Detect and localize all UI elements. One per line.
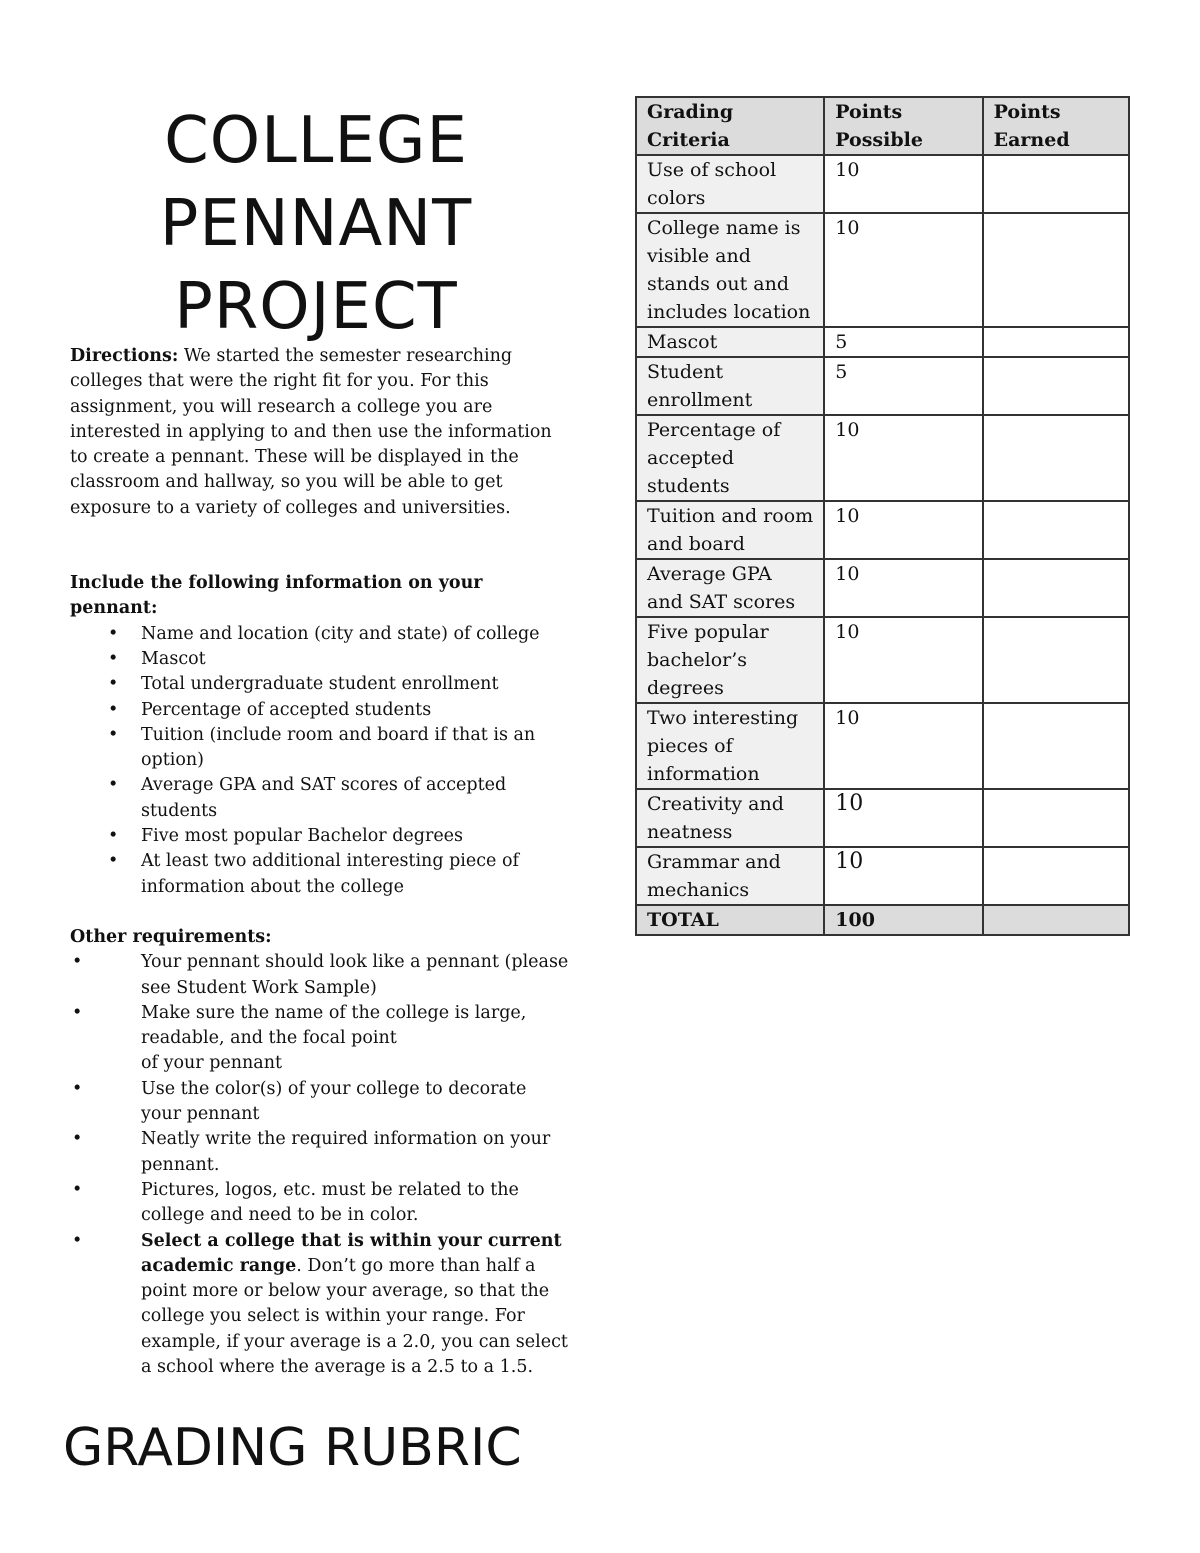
criteria-cell: Two interesting pieces of information bbox=[636, 703, 824, 789]
list-item-text: Make sure the name of the college is large, readable, and the focal point bbox=[141, 1002, 527, 1049]
title-line-1: COLLEGE bbox=[164, 104, 468, 178]
list-item-text-continued: of your pennant bbox=[141, 1053, 283, 1074]
header-points-possible: Points Possible bbox=[824, 97, 982, 155]
list-item: • Neatly write the required information on your pennant. bbox=[70, 1127, 570, 1178]
table-row bbox=[636, 617, 1129, 703]
points-possible-cell: 10 bbox=[824, 415, 982, 501]
title-line-2: PENNANT bbox=[159, 187, 473, 261]
points-possible-cell: 10 bbox=[824, 559, 982, 617]
table-row bbox=[636, 415, 1129, 501]
list-item: • Percentage of accepted students bbox=[70, 698, 570, 723]
header-grading-criteria: Grading Criteria bbox=[636, 97, 824, 155]
points-earned-cell bbox=[983, 703, 1129, 789]
points-earned-cell bbox=[983, 415, 1129, 501]
page-title bbox=[70, 100, 562, 349]
list-item-bold-text: Select a college that is within your current academic range bbox=[141, 1230, 562, 1276]
points-earned-cell bbox=[983, 847, 1129, 905]
include-heading: Include the following information on your pennant: bbox=[70, 573, 483, 619]
list-item: • Average GPA and SAT scores of accepted students bbox=[70, 773, 570, 824]
directions-paragraph bbox=[70, 344, 570, 521]
criteria-cell: Creativity and neatness bbox=[636, 789, 824, 847]
criteria-cell: Grammar and mechanics bbox=[636, 847, 824, 905]
list-item: • Tuition (include room and board if that is an option) bbox=[70, 723, 570, 774]
points-possible-cell: 10 bbox=[824, 617, 982, 703]
list-item: • Five most popular Bachelor degrees bbox=[70, 824, 570, 849]
list-item: • At least two additional interesting piece of information about the college bbox=[70, 849, 570, 900]
other-requirements-heading: Other requirements: bbox=[70, 926, 272, 947]
grading-rubric-table bbox=[635, 96, 1130, 936]
points-possible-cell: 10 bbox=[824, 213, 982, 327]
criteria-cell: Student enrollment bbox=[636, 357, 824, 415]
points-possible-cell: 10 bbox=[824, 789, 982, 847]
table-header-row bbox=[636, 97, 1129, 155]
criteria-cell: Use of school colors bbox=[636, 155, 824, 213]
points-possible-cell: 5 bbox=[824, 357, 982, 415]
table-row bbox=[636, 847, 1129, 905]
table-row bbox=[636, 789, 1129, 847]
rubric-title: GRADING RUBRIC bbox=[63, 1418, 522, 1478]
table-row bbox=[636, 501, 1129, 559]
points-possible-cell: 10 bbox=[824, 703, 982, 789]
points-earned-cell bbox=[983, 213, 1129, 327]
points-earned-cell bbox=[983, 617, 1129, 703]
points-earned-cell bbox=[983, 155, 1129, 213]
include-list bbox=[70, 622, 570, 900]
list-item: • Name and location (city and state) of college bbox=[70, 622, 570, 647]
list-item: • Pictures, logos, etc. must be related to the college and need to be in color. bbox=[70, 1178, 570, 1229]
points-possible-cell: 10 bbox=[824, 155, 982, 213]
instructions-column bbox=[70, 344, 570, 1380]
criteria-cell: Five popular bachelor’s degrees bbox=[636, 617, 824, 703]
criteria-cell: Mascot bbox=[636, 327, 824, 357]
total-earned bbox=[983, 905, 1129, 935]
total-label: TOTAL bbox=[636, 905, 824, 935]
points-possible-cell: 10 bbox=[824, 847, 982, 905]
list-item: • Total undergraduate student enrollment bbox=[70, 672, 570, 697]
criteria-cell: Tuition and room and board bbox=[636, 501, 824, 559]
directions-label: Directions: bbox=[70, 346, 179, 366]
other-requirements-list bbox=[70, 950, 570, 1380]
table-row bbox=[636, 357, 1129, 415]
table-row bbox=[636, 213, 1129, 327]
points-earned-cell bbox=[983, 357, 1129, 415]
list-item: • Your pennant should look like a pennant (please see Student Work Sample) bbox=[70, 950, 570, 1001]
points-earned-cell bbox=[983, 501, 1129, 559]
list-item: • Use the color(s) of your college to decorate your pennant bbox=[70, 1077, 570, 1128]
list-item bbox=[70, 1001, 570, 1077]
points-earned-cell bbox=[983, 789, 1129, 847]
table-row bbox=[636, 155, 1129, 213]
list-item: • Mascot bbox=[70, 647, 570, 672]
title-line-3: PROJECT bbox=[174, 270, 458, 344]
points-possible-cell: 5 bbox=[824, 327, 982, 357]
list-item bbox=[70, 1229, 570, 1381]
directions-text: We started the semester researching colleges that were the right fit for you. For this assignment, you will research a college you are interested in applying to and then use the information to create a pennant. These will be displayed in the classroom and hallway, so you will be able to get exposure to a variety of colleges and universities. bbox=[70, 346, 552, 518]
header-points-earned: Points Earned bbox=[983, 97, 1129, 155]
points-earned-cell bbox=[983, 559, 1129, 617]
points-earned-cell bbox=[983, 327, 1129, 357]
criteria-cell: Percentage of accepted students bbox=[636, 415, 824, 501]
list-item-text: . Don’t go more than half a point more or below your average, so that the college you select is within your range. For example, if your average is a 2.0, you can select a school where the average is a 2.5 to a 1.5. bbox=[141, 1255, 568, 1377]
criteria-cell: College name is visible and stands out and includes location bbox=[636, 213, 824, 327]
total-row bbox=[636, 905, 1129, 935]
table-row bbox=[636, 703, 1129, 789]
table-row bbox=[636, 327, 1129, 357]
criteria-cell: Average GPA and SAT scores bbox=[636, 559, 824, 617]
table-row bbox=[636, 559, 1129, 617]
points-possible-cell: 10 bbox=[824, 501, 982, 559]
total-points: 100 bbox=[824, 905, 982, 935]
